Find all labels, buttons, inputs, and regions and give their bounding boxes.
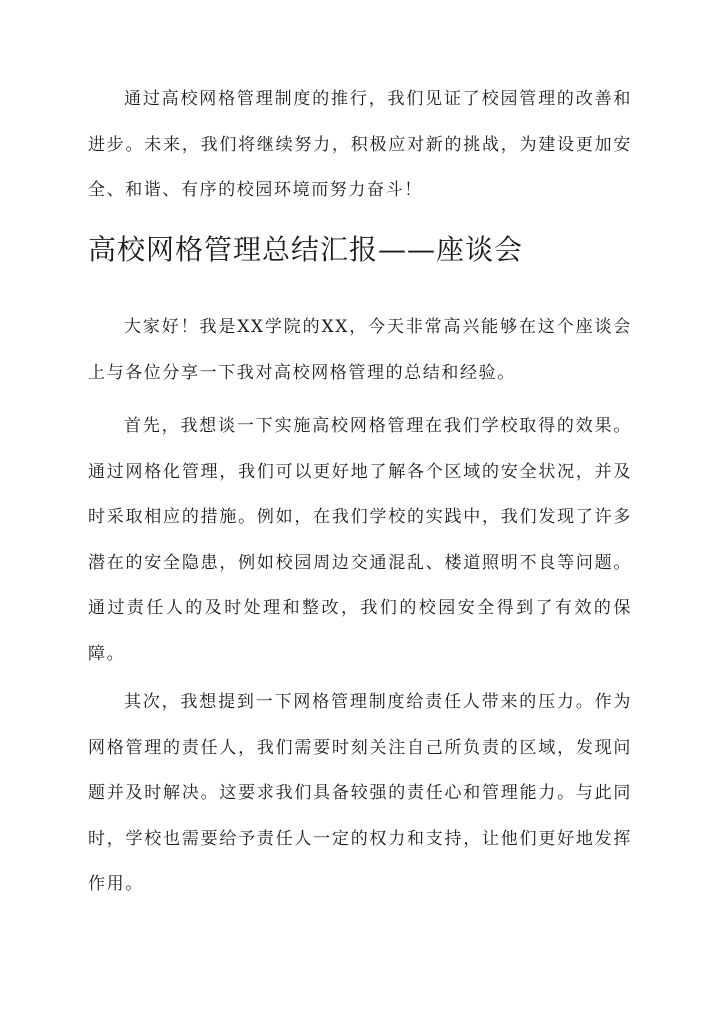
section-title: 高校网格管理总结汇报——座谈会	[88, 233, 524, 266]
body-paragraph-pressure: 其次，我想提到一下网格管理制度给责任人带来的压力。作为网格管理的责任人，我们需要时刻关注自己所负责的区域，发现问题并及时解决。这要求我们具备较强的责任心和管理能力。与此同时，学校也需要给予责任人一定的权力和支持，让他们更好地发挥作用。	[88, 692, 632, 894]
body-paragraph-effects: 首先，我想谈一下实施高校网格管理在我们学校取得的效果。通过网格化管理，我们可以更好地了解各个区域的安全状况，并及时采取相应的措施。例如，在我们学校的实践中，我们发现了许多潜在的安全隐患，例如校园周边交通混乱、楼道照明不良等问题。通过责任人的及时处理和整改，我们的校园安全得到了有效的保障。	[88, 416, 632, 664]
intro-paragraph: 通过高校网格管理制度的推行，我们见证了校园管理的改善和进步。未来，我们将继续努力，积极应对新的挑战，为建设更加安全、和谐、有序的校园环境而努力奋斗！	[88, 89, 632, 200]
body-paragraph-greeting: 大家好！我是XX学院的XX，今天非常高兴能够在这个座谈会上与各位分享一下我对高校网格管理的总结和经验。	[88, 317, 632, 383]
